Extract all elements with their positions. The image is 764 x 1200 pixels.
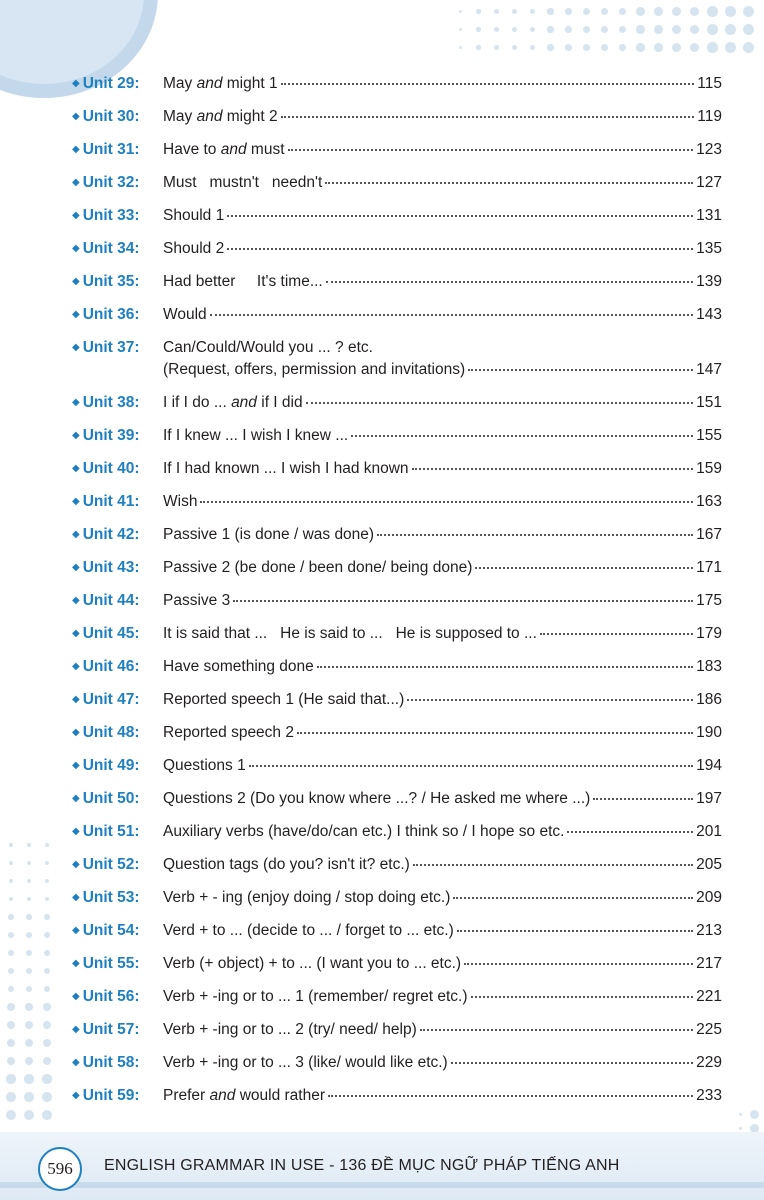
toc-entry [72,393,722,413]
toc-title-line [163,305,722,325]
toc-unit-label [72,492,162,514]
dot-leader [468,368,693,371]
page-number: 596 [38,1147,82,1191]
toc-title-line [163,459,722,479]
toc-entry [72,789,722,809]
diamond-bullet-icon: ◆ [72,1057,80,1068]
footer-stripe [0,1182,764,1188]
toc-title: If I had known ... I wish I had known [163,460,409,477]
dot-leader [453,896,693,899]
toc-entry [72,987,722,1007]
diamond-bullet-icon: ◆ [72,826,80,837]
toc-title: Reported speech 1 (He said that...) [163,691,405,708]
toc-entry [72,239,722,259]
diamond-bullet-icon: ◆ [72,760,80,771]
toc-entry [72,1086,722,1106]
toc-title: Passive 1 (is done / was done) [163,526,375,543]
toc-entry [72,107,722,127]
toc-title-line [163,426,722,446]
dot-leader [227,247,693,250]
toc-unit-label [72,921,162,943]
dot-leader [451,1061,693,1064]
toc-title: Passive 2 (be done / been done/ being done) [163,559,473,576]
toc-title: Question tags (do you? isn't it? etc.) [163,856,410,873]
toc-entry [72,954,722,974]
diamond-bullet-icon: ◆ [72,276,80,287]
dot-leader [233,599,693,602]
toc-page-number: 147 [696,361,722,378]
diamond-bullet-icon: ◆ [72,463,80,474]
toc-title-line [163,140,722,160]
toc-entry [72,492,722,512]
toc-title: Have to and must [163,141,285,158]
toc-page-number: 229 [696,1054,722,1071]
toc-title-line [163,1086,722,1106]
diamond-bullet-icon: ◆ [72,661,80,672]
toc-page-number: 171 [696,559,722,576]
toc-unit-label [72,74,162,96]
toc-unit-label [72,723,162,745]
dot-leader [200,500,693,503]
toc-unit-number: Unit 37: [82,339,140,356]
diamond-bullet-icon: ◆ [72,111,80,122]
toc-title-line [163,107,722,127]
toc-page-number: 151 [696,394,722,411]
dot-leader [328,1094,693,1097]
toc-title-line [163,657,722,677]
toc-unit-label [72,393,162,415]
toc-title: Reported speech 2 [163,724,294,741]
diamond-bullet-icon: ◆ [72,144,80,155]
toc-title-line [163,173,722,193]
toc-entry [72,822,722,842]
toc-page-number: 217 [696,955,722,972]
toc-page-number: 197 [696,790,722,807]
toc-title: May and might 2 [163,108,278,125]
toc-entry [72,756,722,776]
dot-leader [227,214,693,217]
toc-unit-number: Unit 54: [82,922,140,939]
toc-page-number: 190 [696,724,722,741]
toc-page-number: 194 [696,757,722,774]
toc-unit-number: Unit 57: [82,1021,140,1038]
toc-title: Must mustn't needn't [163,174,323,191]
diamond-bullet-icon: ◆ [72,1090,80,1101]
toc-title: Should 2 [163,240,225,257]
toc-title-line [163,822,722,842]
toc-unit-number: Unit 45: [82,625,140,642]
diamond-bullet-icon: ◆ [72,342,80,353]
toc-unit-label [72,239,162,261]
toc-title: Verb (+ object) + to ... (I want you to ... etc.) [163,955,462,972]
toc-title-line [163,789,722,809]
toc-page-number: 167 [696,526,722,543]
toc-title-line [163,690,722,710]
toc-unit-number: Unit 33: [82,207,140,224]
toc-title: (Request, offers, permission and invitations) [163,361,466,378]
toc-unit-number: Unit 44: [82,592,140,609]
toc-entry [72,624,722,644]
toc-unit-number: Unit 43: [82,559,140,576]
toc-title-line [163,954,722,974]
toc-title: Verd + to ... (decide to ... / forget to ... etc.) [163,922,454,939]
toc-unit-label [72,525,162,547]
toc-page-number: 123 [696,141,722,158]
toc-title-line [163,1053,722,1073]
diamond-bullet-icon: ◆ [72,309,80,320]
toc-unit-number: Unit 58: [82,1054,140,1071]
toc-page-number: 175 [696,592,722,609]
dot-leader [281,115,695,118]
toc-unit-number: Unit 42: [82,526,140,543]
toc-title-line [163,558,722,578]
toc-title: Verb + - ing (enjoy doing / stop doing etc.) [163,889,451,906]
toc-unit-number: Unit 35: [82,273,140,290]
toc-entry [72,140,722,160]
toc-unit-number: Unit 30: [82,108,140,125]
toc-title: Verb + -ing or to ... 2 (try/ need/ help) [163,1021,417,1038]
diamond-bullet-icon: ◆ [72,859,80,870]
toc-entry [72,1020,722,1040]
toc-page-number: 127 [696,174,722,191]
toc-unit-number: Unit 34: [82,240,140,257]
toc-page-number: 221 [696,988,722,1005]
toc-title: Wish [163,493,198,510]
toc-title-line [163,492,722,512]
toc-unit-label [72,789,162,811]
toc-unit-number: Unit 53: [82,889,140,906]
toc-title: Would [163,306,207,323]
toc-title-line [163,855,722,875]
toc-entry [72,690,722,710]
dot-leader [377,533,693,536]
toc-unit-number: Unit 56: [82,988,140,1005]
toc-unit-number: Unit 51: [82,823,140,840]
toc-unit-label [72,624,162,646]
dot-leader [540,632,693,635]
toc-unit-label [72,107,162,129]
toc-unit-label [72,206,162,228]
toc-unit-number: Unit 38: [82,394,140,411]
toc-unit-number: Unit 59: [82,1087,140,1104]
dot-leader [457,929,693,932]
toc-page-number: 179 [696,625,722,642]
toc-page-number: 143 [696,306,722,323]
toc-title: Verb + -ing or to ... 1 (remember/ regret etc.) [163,988,468,1005]
toc-unit-label [72,690,162,712]
toc-unit-label [72,1020,162,1042]
diamond-bullet-icon: ◆ [72,243,80,254]
toc-title-line [163,756,722,776]
toc-unit-label [72,459,162,481]
toc-title: Passive 3 [163,592,231,609]
dot-leader [281,82,695,85]
toc-unit-number: Unit 31: [82,141,140,158]
toc-title-line [163,591,722,611]
toc-entry [72,459,722,479]
dot-leader [407,698,693,701]
toc-unit-number: Unit 49: [82,757,140,774]
toc-entry [72,558,722,578]
toc-unit-label [72,855,162,877]
toc-unit-label [72,987,162,1009]
toc-unit-label [72,888,162,910]
toc-unit-label [72,591,162,613]
toc-entry [72,338,722,380]
diamond-bullet-icon: ◆ [72,991,80,1002]
diamond-bullet-icon: ◆ [72,595,80,606]
diamond-bullet-icon: ◆ [72,958,80,969]
dot-leader [306,401,694,404]
toc-title-line [163,239,722,259]
toc-entry [72,657,722,677]
toc-entry [72,723,722,743]
toc-title-line [163,921,722,941]
toc-page-number: 155 [696,427,722,444]
toc-title: I if I do ... and if I did [163,394,303,411]
toc-entry [72,525,722,545]
toc-unit-number: Unit 40: [82,460,140,477]
toc-page-number: 205 [696,856,722,873]
toc-unit-label [72,426,162,448]
toc-title-first-line: Can/Could/Would you ... ? etc. [163,339,373,356]
diamond-bullet-icon: ◆ [72,727,80,738]
toc-entry [72,888,722,908]
toc-unit-label [72,1053,162,1075]
dot-leader [297,731,693,734]
toc-unit-number: Unit 47: [82,691,140,708]
toc-page-number: 225 [696,1021,722,1038]
toc-unit-number: Unit 48: [82,724,140,741]
diamond-bullet-icon: ◆ [72,694,80,705]
toc-page-number: 159 [696,460,722,477]
toc-unit-label [72,756,162,778]
toc-page-number: 213 [696,922,722,939]
diamond-bullet-icon: ◆ [72,1024,80,1035]
toc-title-line [163,525,722,545]
toc-entry [72,591,722,611]
toc-entry [72,272,722,292]
toc-title-line [163,1020,722,1040]
toc-page-number: 119 [697,108,722,125]
toc-unit-label [72,954,162,976]
toc-unit-number: Unit 29: [82,75,140,92]
toc-unit-number: Unit 39: [82,427,140,444]
toc-title: Should 1 [163,207,225,224]
dot-leader [210,313,693,316]
toc-page-number: 209 [696,889,722,906]
dot-leader [249,764,693,767]
toc-title: May and might 1 [163,75,278,92]
dot-leader [413,863,693,866]
toc-title-line [163,272,722,292]
toc-title: Auxiliary verbs (have/do/can etc.) I think so / I hope so etc. [163,823,565,840]
toc-page-number: 233 [696,1087,722,1104]
dot-leader [420,1028,693,1031]
dot-leader [412,467,694,470]
toc-entry [72,305,722,325]
dot-leader [593,797,693,800]
diamond-bullet-icon: ◆ [72,529,80,540]
diamond-bullet-icon: ◆ [72,793,80,804]
diamond-bullet-icon: ◆ [72,892,80,903]
diamond-bullet-icon: ◆ [72,397,80,408]
diamond-bullet-icon: ◆ [72,496,80,507]
toc-title-line [163,360,722,380]
toc-entry [72,855,722,875]
toc-title-line [163,206,722,226]
toc-title: Verb + -ing or to ... 3 (like/ would like etc.) [163,1054,448,1071]
toc-title: Have something done [163,658,314,675]
dot-leader [326,280,693,283]
toc-unit-number: Unit 41: [82,493,140,510]
toc-page-number: 115 [697,75,722,92]
toc-entry [72,426,722,446]
dot-leader [475,566,693,569]
toc-entry [72,74,722,94]
toc-unit-label [72,558,162,580]
toc-title: If I knew ... I wish I knew ... [163,427,349,444]
toc-unit-label [72,140,162,162]
dot-leader [567,830,693,833]
diamond-bullet-icon: ◆ [72,78,80,89]
dot-leader [317,665,693,668]
diamond-bullet-icon: ◆ [72,177,80,188]
dot-leader [464,962,693,965]
toc-page-number: 201 [696,823,722,840]
diamond-bullet-icon: ◆ [72,562,80,573]
toc-unit-number: Unit 50: [82,790,140,807]
toc-unit-number: Unit 32: [82,174,140,191]
toc-title: Prefer and would rather [163,1087,325,1104]
toc-title-line [163,624,722,644]
toc-page-number: 131 [696,207,722,224]
toc-unit-label [72,338,162,360]
toc-title-line [163,888,722,908]
diamond-bullet-icon: ◆ [72,210,80,221]
toc-title-line [163,74,722,94]
toc-unit-label [72,657,162,679]
toc-unit-number: Unit 46: [82,658,140,675]
toc-page-number: 186 [696,691,722,708]
toc-title-line [163,393,722,413]
toc-unit-label [72,173,162,195]
toc-title: Questions 2 (Do you know where ...? / He asked me where ...) [163,790,591,807]
toc-unit-label [72,1086,162,1108]
toc-page-number: 183 [696,658,722,675]
dot-leader [351,434,693,437]
toc-title: It is said that ... He is said to ... He is supposed to ... [163,625,537,642]
diamond-bullet-icon: ◆ [72,628,80,639]
toc-page-number: 163 [696,493,722,510]
toc-unit-number: Unit 52: [82,856,140,873]
dot-leader [325,181,693,184]
toc-page-number: 139 [696,273,722,290]
dot-leader [288,148,694,151]
diamond-bullet-icon: ◆ [72,430,80,441]
diamond-bullet-icon: ◆ [72,925,80,936]
toc-unit-label [72,272,162,294]
toc-entry [72,1053,722,1073]
toc-title-line [163,723,722,743]
dot-leader [471,995,694,998]
toc-unit-label [72,305,162,327]
toc-unit-label [72,822,162,844]
toc-unit-number: Unit 55: [82,955,140,972]
toc-page-number: 135 [696,240,722,257]
toc-title: Questions 1 [163,757,246,774]
footer-book-title: ENGLISH GRAMMAR IN USE - 136 ĐỀ MỤC NGỮ PHÁP TIẾNG ANH [104,1157,620,1174]
toc-title-line [163,987,722,1007]
toc-unit-number: Unit 36: [82,306,140,323]
toc-entry [72,173,722,193]
toc-title: Had better It's time... [163,273,323,290]
toc-entry [72,206,722,226]
toc-entry [72,921,722,941]
